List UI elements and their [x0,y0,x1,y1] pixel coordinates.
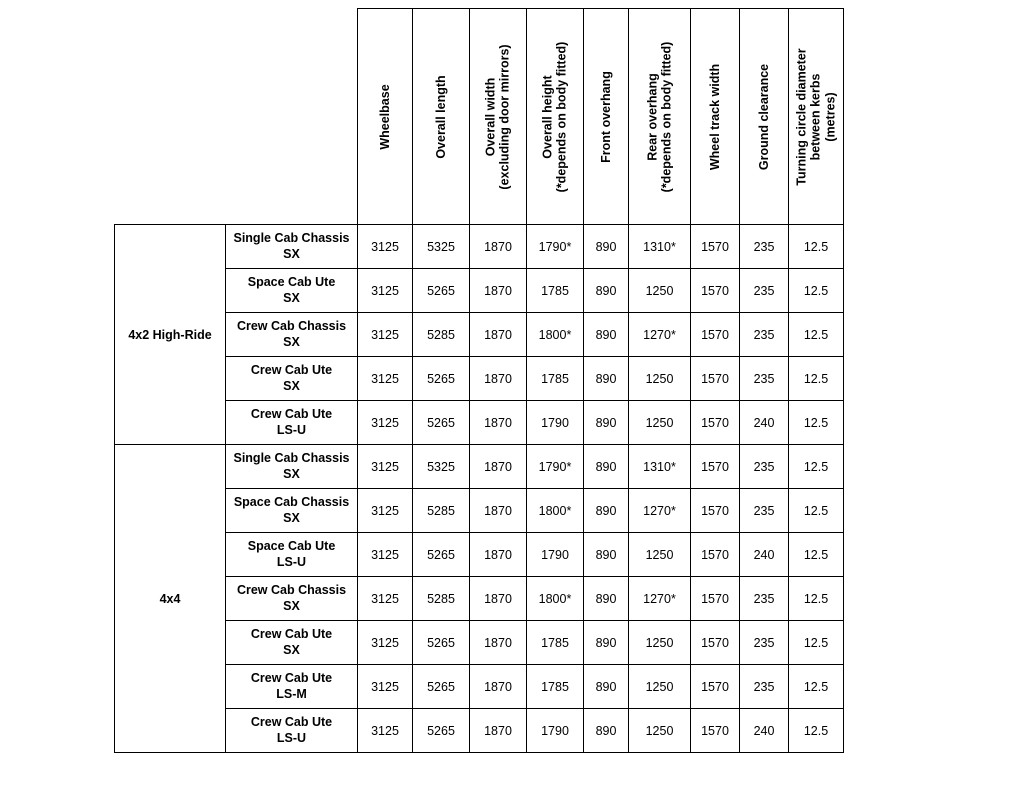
spec-value: 1250 [629,533,691,577]
spec-value: 1800* [527,313,584,357]
column-header-label [434,75,448,158]
variant-label-line: Space Cab Chassis [233,494,350,509]
spec-value: 235 [740,269,789,313]
spec-value: 1870 [470,225,527,269]
column-header-line: Overall length [433,74,448,159]
spec-value: 890 [584,665,629,709]
spec-value: 1270* [629,313,691,357]
spec-value: 890 [584,269,629,313]
spec-value: 1570 [691,269,740,313]
variant-label-line: LS-U [276,422,307,437]
column-header-line: Wheel track width [707,63,722,170]
spec-value: 240 [740,533,789,577]
spec-value: 12.5 [789,665,844,709]
spec-value: 1790 [527,709,584,753]
column-header-line: (metres) [823,91,838,142]
column-header-5 [584,9,629,225]
column-header-line: Overall height [540,74,555,159]
spec-value: 3125 [358,269,413,313]
spec-value: 1570 [691,621,740,665]
spec-value: 1790* [527,225,584,269]
variant-label-line: SX [283,642,300,657]
column-header-line: Rear overhang [645,72,660,161]
table-row [115,225,844,269]
spec-value: 1870 [470,533,527,577]
spec-value: 1270* [629,577,691,621]
spec-value: 235 [740,313,789,357]
spec-value: 5265 [413,665,470,709]
spec-value: 1800* [527,489,584,533]
variant-label-line: Single Cab Chassis [233,450,350,465]
spec-value: 1870 [470,269,527,313]
variant-label-line: LS-M [276,686,307,701]
column-header-line: Overall width [483,77,498,156]
spec-value: 1785 [527,621,584,665]
spec-value: 5265 [413,357,470,401]
spec-value: 1870 [470,401,527,445]
spec-value: 235 [740,621,789,665]
spec-value: 235 [740,665,789,709]
spec-value: 5265 [413,401,470,445]
column-header-line: Front overhang [598,70,613,163]
column-header-4 [527,9,584,225]
spec-value: 12.5 [789,445,844,489]
variant-label-line: LS-U [276,554,307,569]
variant-label-line: SX [283,466,300,481]
spec-value: 12.5 [789,357,844,401]
spec-value: 235 [740,445,789,489]
variant-label-line: Crew Cab Ute [250,362,333,377]
spec-value: 5285 [413,313,470,357]
spec-value: 1570 [691,489,740,533]
spec-value: 1790 [527,401,584,445]
spec-value: 5265 [413,709,470,753]
spec-value: 1870 [470,621,527,665]
spec-value: 3125 [358,709,413,753]
variant-label-line: SX [283,510,300,525]
table-body [115,225,844,753]
spec-value: 3125 [358,401,413,445]
variant-label [226,269,358,313]
spec-value: 12.5 [789,621,844,665]
spec-value: 3125 [358,621,413,665]
spec-value: 1570 [691,445,740,489]
spec-value: 1570 [691,665,740,709]
column-header-label [645,41,674,192]
spec-value: 1785 [527,665,584,709]
variant-label-line: LS-U [276,730,307,745]
variant-label [226,313,358,357]
column-header-label [599,71,613,163]
spec-value: 12.5 [789,489,844,533]
spec-value: 240 [740,401,789,445]
column-header-label [708,63,722,169]
column-header-9 [789,9,844,225]
header-row [115,9,844,225]
spec-value: 5265 [413,621,470,665]
spec-value: 1870 [470,489,527,533]
variant-label-line: Crew Cab Ute [250,406,333,421]
spec-value: 3125 [358,357,413,401]
spec-value: 1790 [527,533,584,577]
spec-value: 1250 [629,357,691,401]
spec-value: 890 [584,621,629,665]
variant-label [226,709,358,753]
spec-value: 1570 [691,709,740,753]
column-header-line: (*depends on body fitted) [659,41,674,192]
spec-value: 3125 [358,665,413,709]
spec-value: 1870 [470,665,527,709]
variant-label [226,621,358,665]
spec-value: 1570 [691,401,740,445]
spec-value: 1570 [691,357,740,401]
variant-label-line: SX [283,378,300,393]
spec-value: 890 [584,445,629,489]
spec-value: 3125 [358,533,413,577]
spec-value: 5285 [413,577,470,621]
spec-value: 1250 [629,269,691,313]
column-header-1 [358,9,413,225]
spec-value: 1870 [470,357,527,401]
spec-value: 12.5 [789,401,844,445]
column-header-6 [629,9,691,225]
variant-label-line: Crew Cab Ute [250,714,333,729]
spec-value: 890 [584,489,629,533]
variant-label-line: Crew Cab Chassis [236,582,347,597]
spec-value: 3125 [358,313,413,357]
spec-value: 235 [740,357,789,401]
spec-value: 12.5 [789,709,844,753]
column-header-line: (excluding door mirrors) [498,43,512,190]
spec-value: 5325 [413,445,470,489]
spec-value: 235 [740,577,789,621]
column-header-7 [691,9,740,225]
column-header-label [378,84,392,149]
spec-value: 1310* [629,445,691,489]
column-header-label [541,41,570,192]
variant-label [226,401,358,445]
drivetrain-group-label: 4x4 [115,445,226,753]
spec-value: 235 [740,225,789,269]
spec-value: 5325 [413,225,470,269]
spec-value: 5265 [413,269,470,313]
variant-label-line: SX [283,290,300,305]
variant-label [226,357,358,401]
column-header-label [484,44,513,189]
spec-value: 1570 [691,577,740,621]
variant-label-line: Space Cab Ute [247,274,336,289]
header-corner-group [115,9,226,225]
spec-value: 1250 [629,709,691,753]
spec-value: 890 [584,313,629,357]
spec-value: 1790* [527,445,584,489]
variant-label-line: SX [283,334,300,349]
variant-label [226,489,358,533]
spec-value: 12.5 [789,533,844,577]
variant-label [226,577,358,621]
spec-value: 1250 [629,621,691,665]
spec-value: 1785 [527,269,584,313]
variant-label-line: Crew Cab Chassis [236,318,347,333]
column-header-label [757,63,771,169]
variant-label [226,445,358,489]
spec-value: 240 [740,709,789,753]
spec-value: 1800* [527,577,584,621]
column-header-line: Ground clearance [756,63,771,170]
table-header [115,9,844,225]
spec-value: 1785 [527,357,584,401]
spec-value: 5285 [413,489,470,533]
table-row [115,445,844,489]
column-header-line: Wheelbase [377,83,392,150]
spec-value: 890 [584,225,629,269]
spec-value: 1250 [629,401,691,445]
variant-label-line: Crew Cab Ute [250,626,333,641]
spec-value: 12.5 [789,225,844,269]
spec-value: 3125 [358,445,413,489]
dimensions-table [114,8,844,753]
drivetrain-group-label: 4x2 High-Ride [115,225,226,445]
column-header-line: Turning circle diameter [794,47,809,186]
spec-value: 1270* [629,489,691,533]
column-header-line: between kerbs [808,73,823,160]
spec-value: 1310* [629,225,691,269]
spec-value: 890 [584,709,629,753]
spec-value: 1570 [691,313,740,357]
spec-value: 1570 [691,533,740,577]
spec-value: 1870 [470,709,527,753]
header-corner-variant [226,9,358,225]
spec-value: 3125 [358,577,413,621]
spec-value: 1570 [691,225,740,269]
column-header-2 [413,9,470,225]
spec-value: 890 [584,533,629,577]
variant-label-line: Crew Cab Ute [250,670,333,685]
variant-label [226,533,358,577]
spec-value: 1870 [470,445,527,489]
spec-value: 12.5 [789,577,844,621]
variant-label [226,665,358,709]
column-header-3 [470,9,527,225]
spec-value: 1870 [470,577,527,621]
spec-value: 890 [584,577,629,621]
spec-value: 1870 [470,313,527,357]
spec-value: 890 [584,357,629,401]
column-header-label [794,48,837,185]
variant-label-line: Single Cab Chassis [233,230,350,245]
column-header-8 [740,9,789,225]
column-header-line: (*depends on body fitted) [555,41,569,192]
spec-value: 890 [584,401,629,445]
variant-label-line: Space Cab Ute [247,538,336,553]
spec-value: 3125 [358,225,413,269]
spec-value: 1250 [629,665,691,709]
spec-value: 12.5 [789,313,844,357]
variant-label [226,225,358,269]
variant-label-line: SX [283,246,300,261]
variant-label-line: SX [283,598,300,613]
spec-value: 235 [740,489,789,533]
spec-value: 3125 [358,489,413,533]
spec-value: 5265 [413,533,470,577]
spec-value: 12.5 [789,269,844,313]
